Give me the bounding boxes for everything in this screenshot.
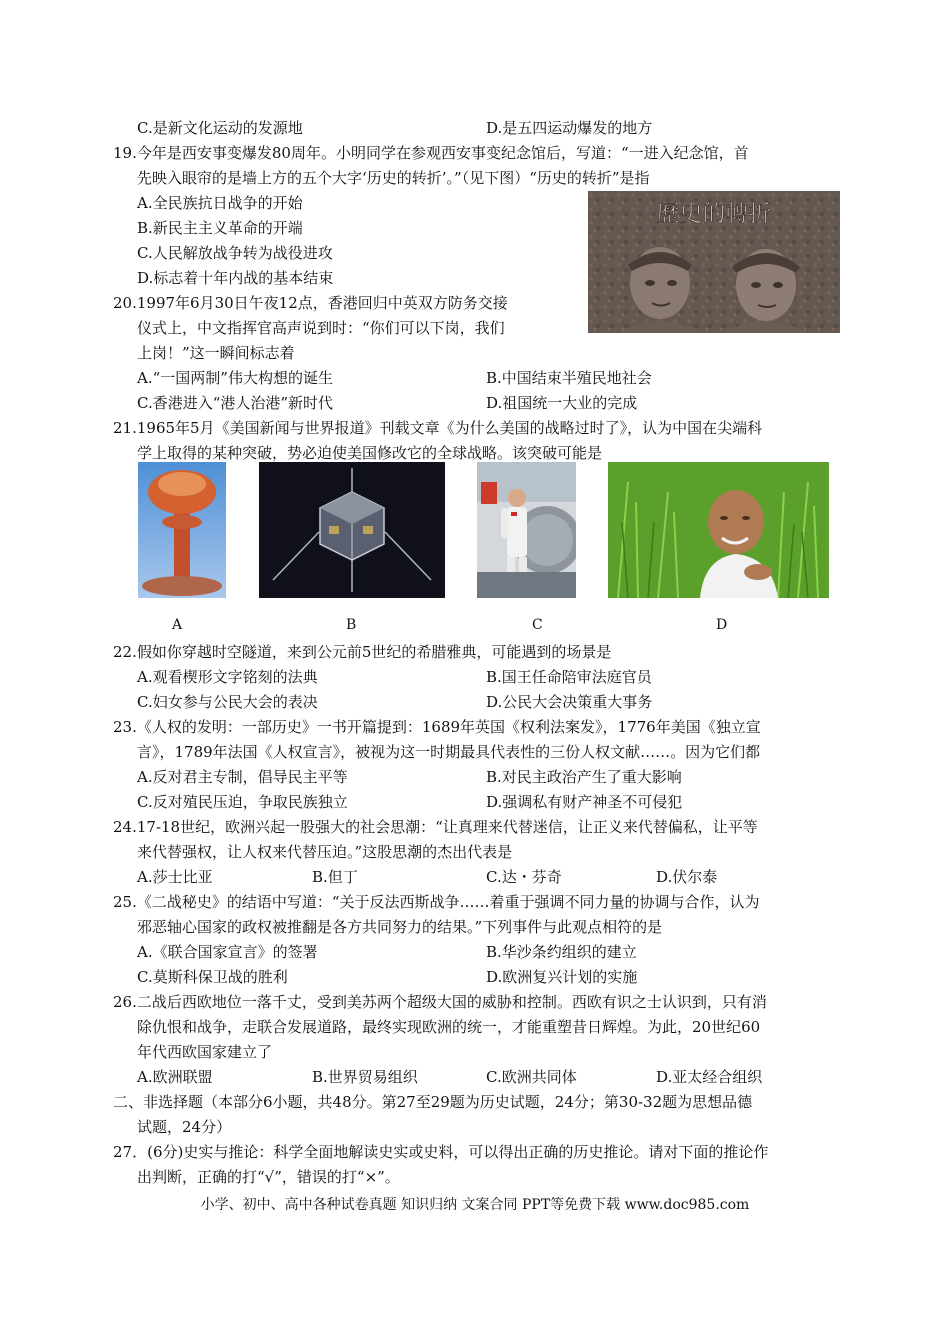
atomic-bomb-photo [138,462,226,598]
q24-option-b: B.但丁 [312,868,358,886]
q23-option-b: B.对民主政治产生了重大影响 [486,768,682,786]
q21-caption-b: B [346,617,357,633]
q23-option-d: D.强调私有财产神圣不可侵犯 [486,793,683,811]
page-footer: 小学、初中、高中各种试卷真题 知识归纳 文案合同 PPT等免费下载 www.doc985.com [200,1197,750,1213]
q18-option-c: C.是新文化运动的发源地 [137,119,303,137]
relief-title: 歷史的轉折 [656,201,772,227]
q20-option-c: C.香港进入“港人治港”新时代 [137,394,334,412]
satellite-photo [259,462,445,598]
q22-option-b: B.国王任命陪审法庭官员 [486,668,652,686]
q23-stem-line1: 23.《人权的发明：一部历史》一书开篇提到：1689年英国《权利法案发》，1776年美国《独立宣 [113,718,761,736]
section2-heading-line2: 试题，24分） [137,1118,232,1136]
q21-caption-c: C [532,617,543,633]
q22-option-d: D.公民大会决策重大事务 [486,693,653,711]
q19-stem-line2: 先映入眼帘的是墙上方的五个大字‘历史的转折’。”（见下图）“历史的转折”是指 [137,169,650,187]
q24-stem-line1: 24.17-18世纪，欧洲兴起一股强大的社会思潮：“让真理来代替迷信，让正义来代替偏私，让平等 [113,818,758,836]
q19-option-d: D.标志着十年内战的基本结束 [137,269,334,287]
q21-stem-line2: 学上取得的某种突破，势必迫使美国修改它的全球战略。该突破可能是 [137,444,603,462]
q20-stem-line3: 上岗！”这一瞬间标志着 [137,344,295,362]
q26-option-c: C.欧洲共同体 [486,1068,577,1086]
q26-stem-line3: 年代西欧国家建立了 [137,1043,273,1061]
q23-stem-line2: 言》，1789年法国《人权宣言》，被视为这一时期最具代表性的三份人权文献……。因为它们都 [137,743,761,761]
q23-option-a: A.反对君主专制，倡导民主平等 [137,768,348,786]
q19-stem-line1: 19.今年是西安事变爆发80周年。小明同学在参观西安事变纪念馆后，写道：“一进入纪念馆，首 [113,144,749,162]
q20-option-b: B.中国结束半殖民地社会 [486,369,652,387]
q19-option-c: C.人民解放战争转为战役进攻 [137,244,333,262]
q25-option-a: A.《联合国家宣言》的签署 [137,943,318,961]
xian-incident-relief-photo [588,191,840,333]
q26-option-d: D.亚太经合组织 [656,1068,763,1086]
q21-stem-line1: 21.1965年5月《美国新闻与世界报道》刊载文章《为什么美国的战略过时了》，认为中国在尖端科 [113,419,763,437]
q25-stem-line2: 邪恶轴心国家的政权被推翻是各方共同努力的结果。”下列事件与此观点相符的是 [137,918,663,936]
q25-stem-line1: 25.《二战秘史》的结语中写道：“关于反法西斯战争……着重于强调不同力量的协调与合作，认为 [113,893,760,911]
q19-option-b: B.新民主主义革命的开端 [137,219,303,237]
q20-option-a: A.“一国两制”伟大构想的诞生 [137,369,333,387]
q23-option-c: C.反对殖民压迫，争取民族独立 [137,793,348,811]
q24-option-a: A.莎士比亚 [137,868,213,886]
q24-stem-line2: 来代替强权，让人权来代替压迫。”这股思潮的杰出代表是 [137,843,513,861]
q25-option-b: B.华沙条约组织的建立 [486,943,637,961]
q25-option-d: D.欧洲复兴计划的实施 [486,968,638,986]
astronaut-photo [477,462,576,598]
q24-option-c: C.达・芬奇 [486,868,562,886]
q20-stem-line2: 仪式上，中文指挥官高声说到时：“你们可以下岗，我们 [137,319,505,337]
q27-stem-line1: 27．(6分)史实与推论：科学全面地解读史实或史料，可以得出正确的历史推论。请对下面的推论作 [113,1143,769,1161]
q27-stem-line2: 出判断，正确的打“√”，错误的打“×”。 [137,1168,400,1186]
q26-stem-line1: 26.二战后西欧地位一落千丈，受到美苏两个超级大国的威胁和控制。西欧有识之士认识到，只有消 [113,993,767,1011]
q20-option-d: D.祖国统一大业的完成 [486,394,638,412]
q22-stem-line1: 22.假如你穿越时空隧道，来到公元前5世纪的希腊雅典，可能遇到的场景是 [113,643,612,661]
q21-caption-a: A [172,617,183,633]
q20-stem-line1: 20.1997年6月30日午夜12点，香港回归中英双方防务交接 [113,294,508,312]
q25-option-c: C.莫斯科保卫战的胜利 [137,968,288,986]
section2-heading-line1: 二、非选择题（本部分6小题，共48分。第27至29题为历史试题，24分；第30-32题为思想品德 [113,1093,753,1111]
q26-option-a: A.欧洲联盟 [137,1068,213,1086]
rice-scientist-photo [608,462,829,598]
q22-option-a: A.观看楔形文字铭刻的法典 [137,668,318,686]
q26-option-b: B.世界贸易组织 [312,1068,418,1086]
q24-option-d: D.伏尔泰 [656,868,718,886]
q21-caption-d: D [716,617,728,633]
q19-option-a: A.全民族抗日战争的开始 [137,194,303,212]
q18-option-d: D.是五四运动爆发的地方 [486,119,653,137]
q26-stem-line2: 除仇恨和战争，走联合发展道路，最终实现欧洲的统一，才能重塑昔日辉煌。为此，20世纪60 [137,1018,761,1036]
q22-option-c: C.妇女参与公民大会的表决 [137,693,318,711]
